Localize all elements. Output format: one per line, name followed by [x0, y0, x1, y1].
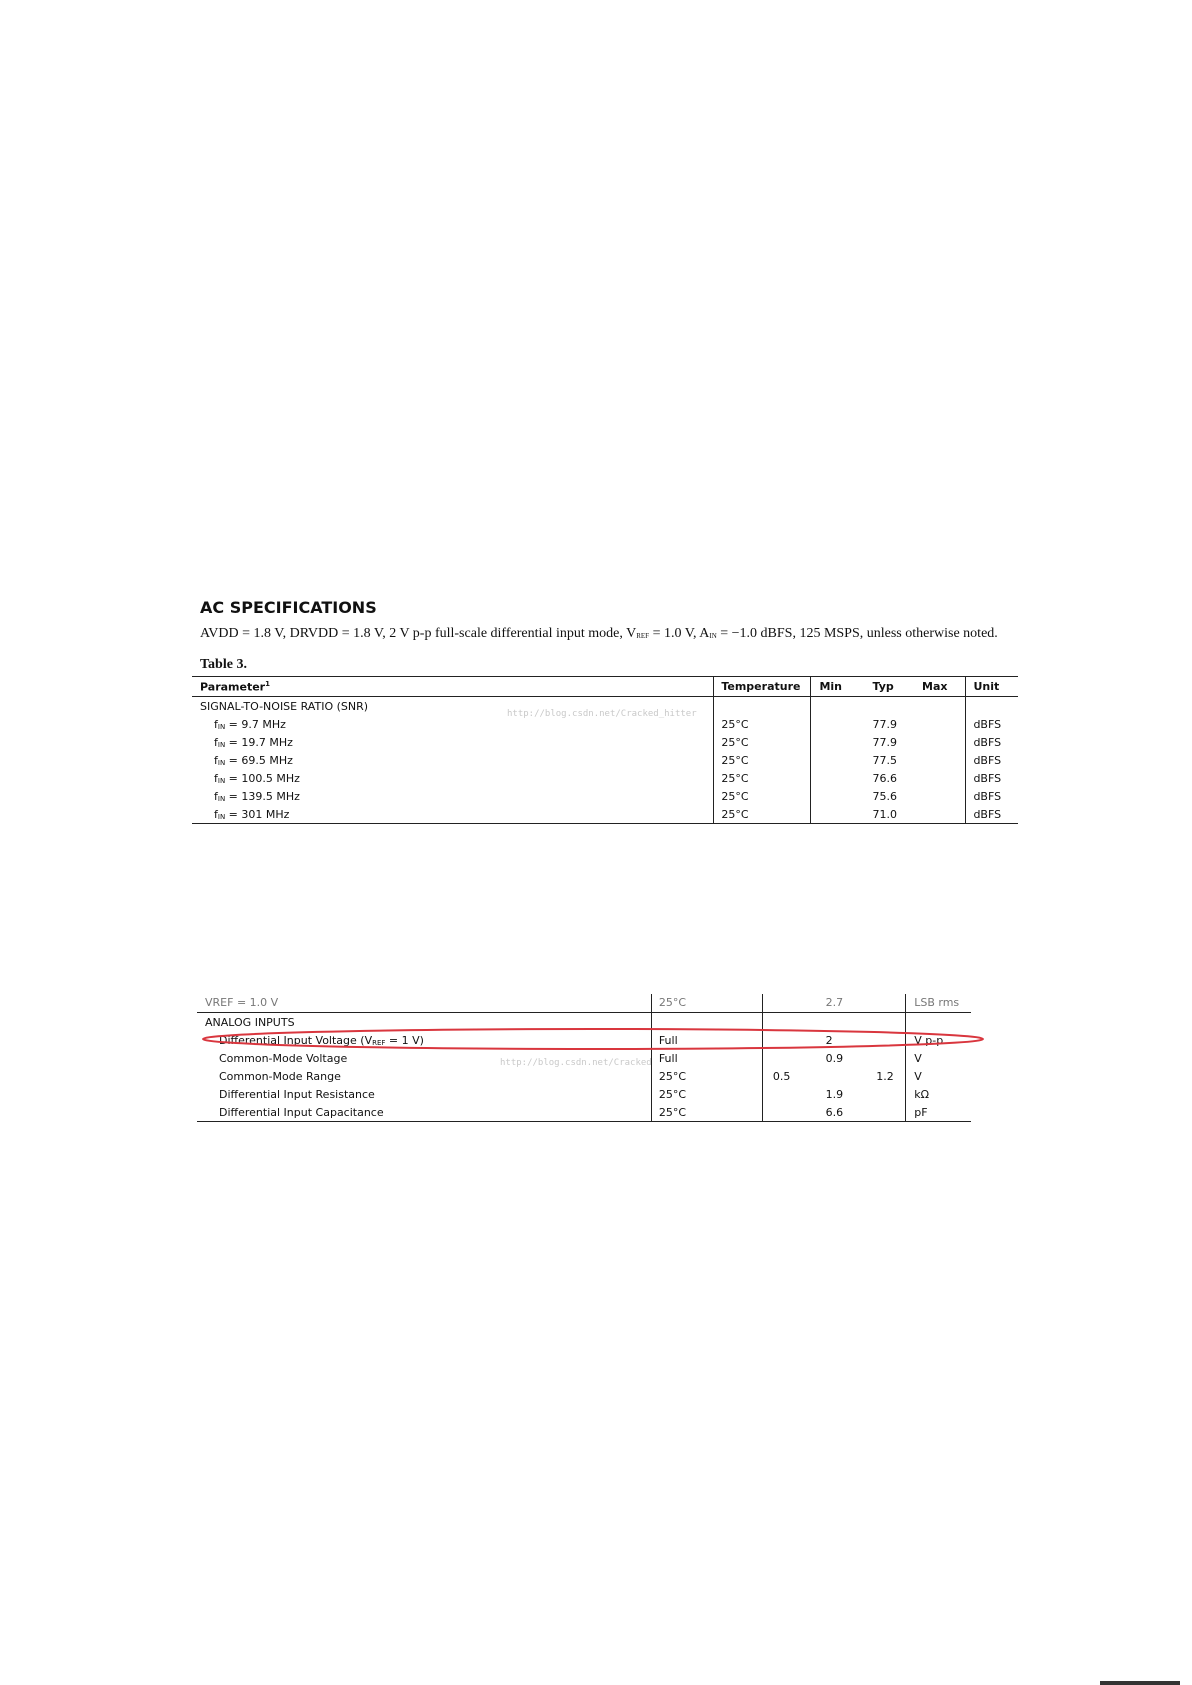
- temp-cell: 25°C: [651, 1067, 762, 1085]
- max-cell: [914, 787, 966, 805]
- unit-cell: dBFS: [966, 733, 1018, 751]
- table-caption: Table 3.: [200, 657, 247, 672]
- group-label: ANALOG INPUTS: [197, 1013, 651, 1032]
- max-cell: [914, 805, 966, 824]
- param-cell: Differential Input Voltage ($V_{REF} = 1$ V): [219, 1033, 424, 1047]
- param-cell: Common-Mode Voltage: [219, 1051, 348, 1065]
- watermark-text: http://blog.csdn.net/Cracked: [500, 1058, 652, 1068]
- temp-cell: 25°C: [714, 769, 811, 787]
- page-edge-mark: [1100, 1681, 1180, 1685]
- table-row: [192, 805, 1018, 824]
- typ-cell: 77.5: [872, 753, 897, 767]
- table-row: [192, 733, 1018, 751]
- table-row: [197, 1031, 971, 1049]
- min-cell: [762, 1103, 815, 1122]
- param-cell: $f_{IN} = 19.7$ MHz: [214, 735, 293, 749]
- header-temperature: Temperature: [714, 677, 811, 697]
- table-header-row: [192, 677, 1018, 697]
- temp-cell: 25°C: [714, 733, 811, 751]
- unit-cell: kΩ: [906, 1085, 971, 1103]
- header-typ: Typ: [865, 677, 915, 697]
- max-cell: [914, 769, 966, 787]
- temp-cell: 25°C: [714, 805, 811, 824]
- section-title: AC SPECIFICATIONS: [200, 598, 377, 617]
- min-cell: [811, 751, 865, 769]
- unit-cell: dBFS: [966, 715, 1018, 733]
- unit-cell: V: [906, 1049, 971, 1067]
- max-cell: [868, 1049, 905, 1067]
- header-min: Min: [811, 677, 865, 697]
- param-cell: $f_{IN} = 9.7$ MHz: [214, 717, 286, 731]
- cut-typ: 2.7: [825, 996, 844, 1009]
- min-cell: 0.5: [762, 1067, 815, 1085]
- unit-cell: V: [906, 1067, 971, 1085]
- param-cell: Common-Mode Range: [219, 1069, 341, 1083]
- param-cell: $f_{IN} = 69.5$ MHz: [214, 753, 293, 767]
- param-cell: $f_{IN} = 301$ MHz: [214, 807, 290, 821]
- unit-cell: V p-p: [906, 1031, 971, 1049]
- typ-cell: 76.6: [872, 771, 897, 785]
- table-row: [192, 769, 1018, 787]
- header-parameter: Parameter$^1$: [192, 677, 714, 697]
- min-cell: [811, 715, 865, 733]
- param-cell: Differential Input Capacitance: [219, 1105, 384, 1119]
- table-row-cut: [197, 994, 971, 1013]
- typ-cell: 75.6: [872, 789, 897, 803]
- typ-cell: 77.9: [872, 735, 897, 749]
- unit-cell: dBFS: [966, 805, 1018, 824]
- typ-cell: 2: [825, 1033, 833, 1047]
- max-cell: [868, 1103, 905, 1122]
- min-cell: [811, 787, 865, 805]
- max-cell: [868, 1031, 905, 1049]
- typ-cell: 6.6: [825, 1105, 844, 1119]
- cut-param: VREF = 1.0 V: [205, 996, 279, 1009]
- snr-spec-table: [192, 676, 1018, 824]
- table-row: [192, 787, 1018, 805]
- table-row: [197, 1103, 971, 1122]
- header-unit: Unit: [966, 677, 1018, 697]
- temp-cell: 25°C: [714, 751, 811, 769]
- watermark-text: http://blog.csdn.net/Cracked_hitter: [507, 709, 697, 719]
- typ-cell: 77.9: [872, 717, 897, 731]
- temp-cell: 25°C: [651, 1103, 762, 1122]
- typ-cell: [816, 1067, 869, 1085]
- typ-cell: 0.9: [825, 1051, 844, 1065]
- table-row: [197, 1067, 971, 1085]
- typ-cell: 1.9: [825, 1087, 844, 1101]
- min-cell: [811, 805, 865, 824]
- cut-unit: LSB rms: [906, 994, 971, 1013]
- table-row: [197, 1085, 971, 1103]
- table-group-row: [197, 1013, 971, 1032]
- unit-cell: dBFS: [966, 787, 1018, 805]
- cut-temp: 25°C: [651, 994, 762, 1013]
- test-conditions: AVDD = 1.8 V, DRVDD = 1.8 V, 2 V p-p full-scale differential input mode, $V_{REF} = 1.0$ V, $A_{IN} = -1.0$ dBFS, 125 MSPS, unless otherwise noted.: [200, 626, 998, 641]
- group-label: SIGNAL-TO-NOISE RATIO (SNR): [200, 699, 369, 713]
- min-cell: [811, 769, 865, 787]
- temp-cell: 25°C: [714, 715, 811, 733]
- max-cell: [914, 751, 966, 769]
- max-cell: [914, 733, 966, 751]
- max-cell: 1.2: [876, 1069, 894, 1083]
- header-max: Max: [914, 677, 966, 697]
- max-cell: [914, 715, 966, 733]
- param-cell: Differential Input Resistance: [219, 1087, 375, 1101]
- temp-cell: 25°C: [714, 787, 811, 805]
- unit-cell: pF: [906, 1103, 971, 1122]
- unit-cell: dBFS: [966, 751, 1018, 769]
- min-cell: [762, 1031, 815, 1049]
- param-cell: $f_{IN} = 100.5$ MHz: [214, 771, 300, 785]
- param-cell: $f_{IN} = 139.5$ MHz: [214, 789, 300, 803]
- min-cell: [811, 733, 865, 751]
- temp-cell: Full: [651, 1031, 762, 1049]
- typ-cell: 71.0: [872, 807, 897, 821]
- temp-cell: 25°C: [651, 1085, 762, 1103]
- min-cell: [762, 1049, 815, 1067]
- min-cell: [762, 1085, 815, 1103]
- temp-cell: Full: [651, 1049, 762, 1067]
- unit-cell: dBFS: [966, 769, 1018, 787]
- max-cell: [868, 1085, 905, 1103]
- table-row: [192, 751, 1018, 769]
